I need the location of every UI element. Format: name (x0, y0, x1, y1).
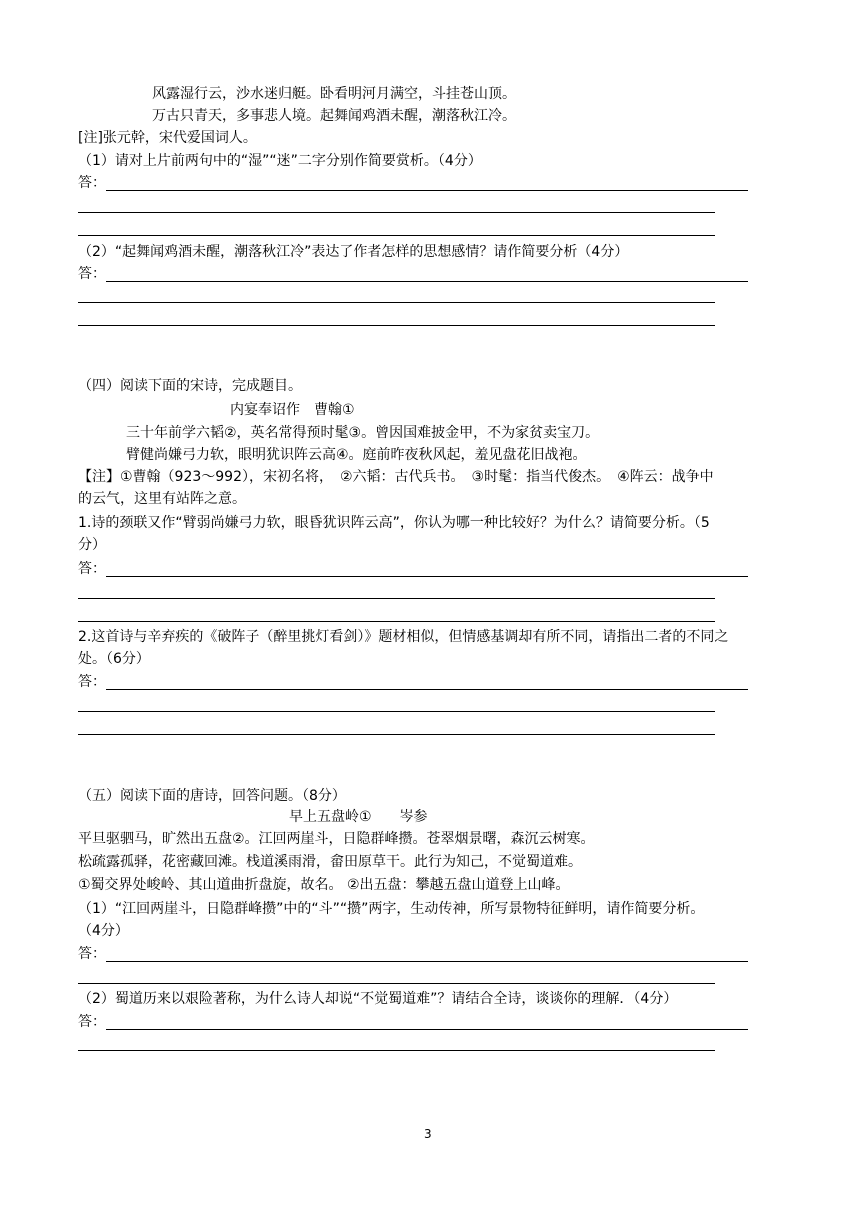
answer-line (106, 281, 748, 282)
question-text: （1）请对上片前两句中的“湿”“迷”二字分别作简要赏析。（4分） (78, 153, 482, 169)
question-text: （1）“江回两崖斗，日隐群峰攒”中的“斗”“攒”两字，生动传神，所写景物特征鲜明，请作简要分析。 (78, 901, 705, 917)
question-text: （4分） (78, 923, 129, 939)
answer-line (106, 1029, 748, 1030)
answer-label: 答： (78, 674, 106, 690)
question-text: 分） (78, 537, 106, 553)
poem-line: 万古只青天，多事悲人境。起舞闻鸡酒未醒，潮落秋江冷。 (152, 108, 516, 124)
poem-title: 早上五盘岭① 岑参 (289, 809, 428, 825)
poem-line: 三十年前学六韬②，英名常得预时髦③。曾因国难披金甲，不为家贫卖宝刀。 (126, 425, 600, 441)
answer-line[interactable] (78, 212, 715, 213)
page-number: 3 (424, 1127, 432, 1141)
answer-label: 答： (78, 1014, 106, 1030)
question-text: （2）“起舞闻鸡酒未醒，潮落秋江冷”表达了作者怎样的思想感情？请作简要分析（4分） (78, 244, 629, 260)
answer-line (106, 689, 748, 690)
answer-label: 答： (78, 266, 106, 282)
poem-note: ①蜀交界处峻岭、其山道曲折盘旋，故名。 ②出五盘：攀越五盘山道登上山峰。 (78, 877, 570, 893)
answer-field[interactable] (78, 173, 748, 193)
answer-label: 答： (78, 561, 106, 577)
answer-label: 答： (78, 175, 106, 191)
section-heading: （五）阅读下面的唐诗，回答问题。（8分） (78, 788, 346, 804)
answer-line[interactable] (78, 598, 715, 599)
question-text: 处。（6分） (78, 651, 150, 667)
answer-line (106, 190, 748, 191)
answer-label: 答： (78, 946, 106, 962)
answer-line[interactable] (78, 983, 715, 984)
question-text: 1.诗的颈联又作“臂弱尚嫌弓力软，眼昏犹识阵云高”，你认为哪一种比较好？为什么？请简要分析。（5 (78, 515, 710, 531)
poem-title: 内宴奉诏作 曹翰① (230, 402, 355, 418)
poem-note: 【注】①曹翰（923～992），宋初名将， ②六韬：古代兵书。 ③时髦：指当代俊杰。 ④阵云：战争中 (78, 469, 714, 485)
answer-field[interactable] (78, 944, 748, 964)
answer-line[interactable] (78, 621, 715, 622)
answer-line[interactable] (78, 302, 715, 303)
answer-line[interactable] (78, 1050, 715, 1051)
answer-line[interactable] (78, 235, 715, 236)
poem-line: 松疏露孤驿，花密藏回滩。栈道溪雨滑，畲田原草干。此行为知己，不觉蜀道难。 (78, 854, 582, 870)
poem-line: 平旦驱驷马，旷然出五盘②。江回两崖斗，日隐群峰攒。苍翠烟景曙，森沉云树寒。 (78, 831, 595, 847)
poem-note: [注]张元幹，宋代爱国词人。 (78, 130, 257, 146)
answer-field[interactable] (78, 264, 748, 284)
section-heading: （四）阅读下面的宋诗，完成题目。 (78, 378, 302, 394)
question-text: 2.这首诗与辛弃疾的《破阵子（醉里挑灯看剑）》题材相似，但情感基调却有所不同，请指出二者的不同之 (78, 629, 729, 645)
answer-line (106, 961, 748, 962)
question-text: （2）蜀道历来以艰险著称，为什么诗人却说“不觉蜀道难”？请结合全诗，谈谈你的理解．（4分） (78, 991, 678, 1007)
poem-line: 风露湿行云，沙水迷归艇。卧看明河月满空，斗挂苍山顶。 (152, 86, 516, 102)
answer-line[interactable] (78, 711, 715, 712)
poem-note: 的云气，这里有站阵之意。 (78, 491, 246, 507)
answer-field[interactable] (78, 1012, 748, 1032)
answer-field[interactable] (78, 672, 748, 692)
answer-line[interactable] (78, 734, 715, 735)
poem-line: 臂健尚嫌弓力软，眼明犹识阵云高④。庭前昨夜秋风起，羞见盘花旧战袍。 (126, 447, 587, 463)
answer-field[interactable] (78, 559, 748, 579)
answer-line (106, 576, 748, 577)
answer-line[interactable] (78, 325, 715, 326)
